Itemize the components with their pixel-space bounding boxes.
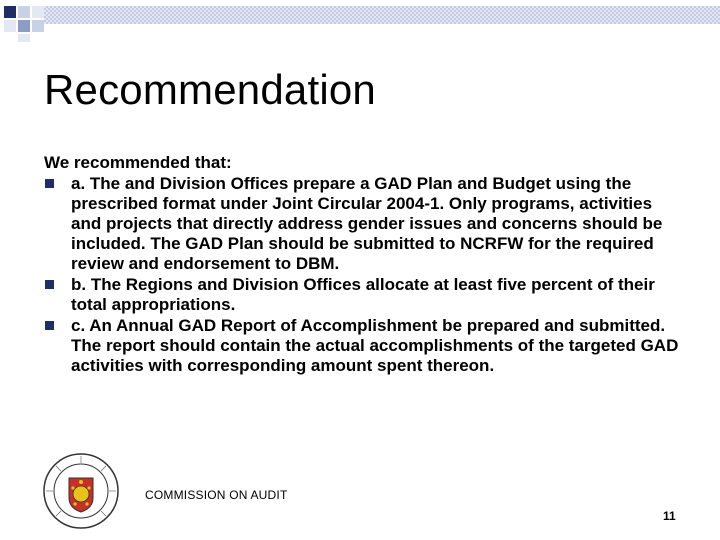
commission-on-audit-seal-icon xyxy=(42,452,120,530)
slide-title: Recommendation xyxy=(44,66,376,113)
decor-square xyxy=(4,6,16,18)
decor-square xyxy=(4,20,16,32)
intro-text: We recommended that: xyxy=(44,153,232,172)
page-number: 11 xyxy=(663,509,676,523)
top-decor-bar xyxy=(44,6,720,24)
bullet-text: c. An Annual GAD Report of Accomplishment be prepared and submitted. The report should contain the actual accomplishments of the targeted GAD activities with corresponding amount spent thereon. xyxy=(71,316,679,375)
slide-body xyxy=(44,153,684,376)
list-item xyxy=(44,174,684,274)
list-item xyxy=(44,275,684,315)
bullet-text: b. The Regions and Division Offices allocate at least five percent of their total appropriations. xyxy=(71,275,655,314)
footer-organization: COMMISSION ON AUDIT xyxy=(145,488,288,502)
bullet-text: a. The and Division Offices prepare a GAD Plan and Budget using the prescribed format under Joint Circular 2004-1. Only programs, activities and projects that directly address gender issues and concerns should be included. The GAD Plan should be submitted to NCRFW for the required review and endorsement to DBM. xyxy=(71,174,663,273)
square-bullet-icon xyxy=(45,280,54,289)
square-bullet-icon xyxy=(45,179,54,188)
decor-square xyxy=(18,6,30,18)
square-bullet-icon xyxy=(45,321,54,330)
decor-square xyxy=(18,20,30,32)
decor-square xyxy=(32,6,44,18)
list-item xyxy=(44,316,684,376)
bullet-list xyxy=(44,174,684,376)
decor-square xyxy=(18,34,30,42)
decor-square xyxy=(32,20,44,32)
